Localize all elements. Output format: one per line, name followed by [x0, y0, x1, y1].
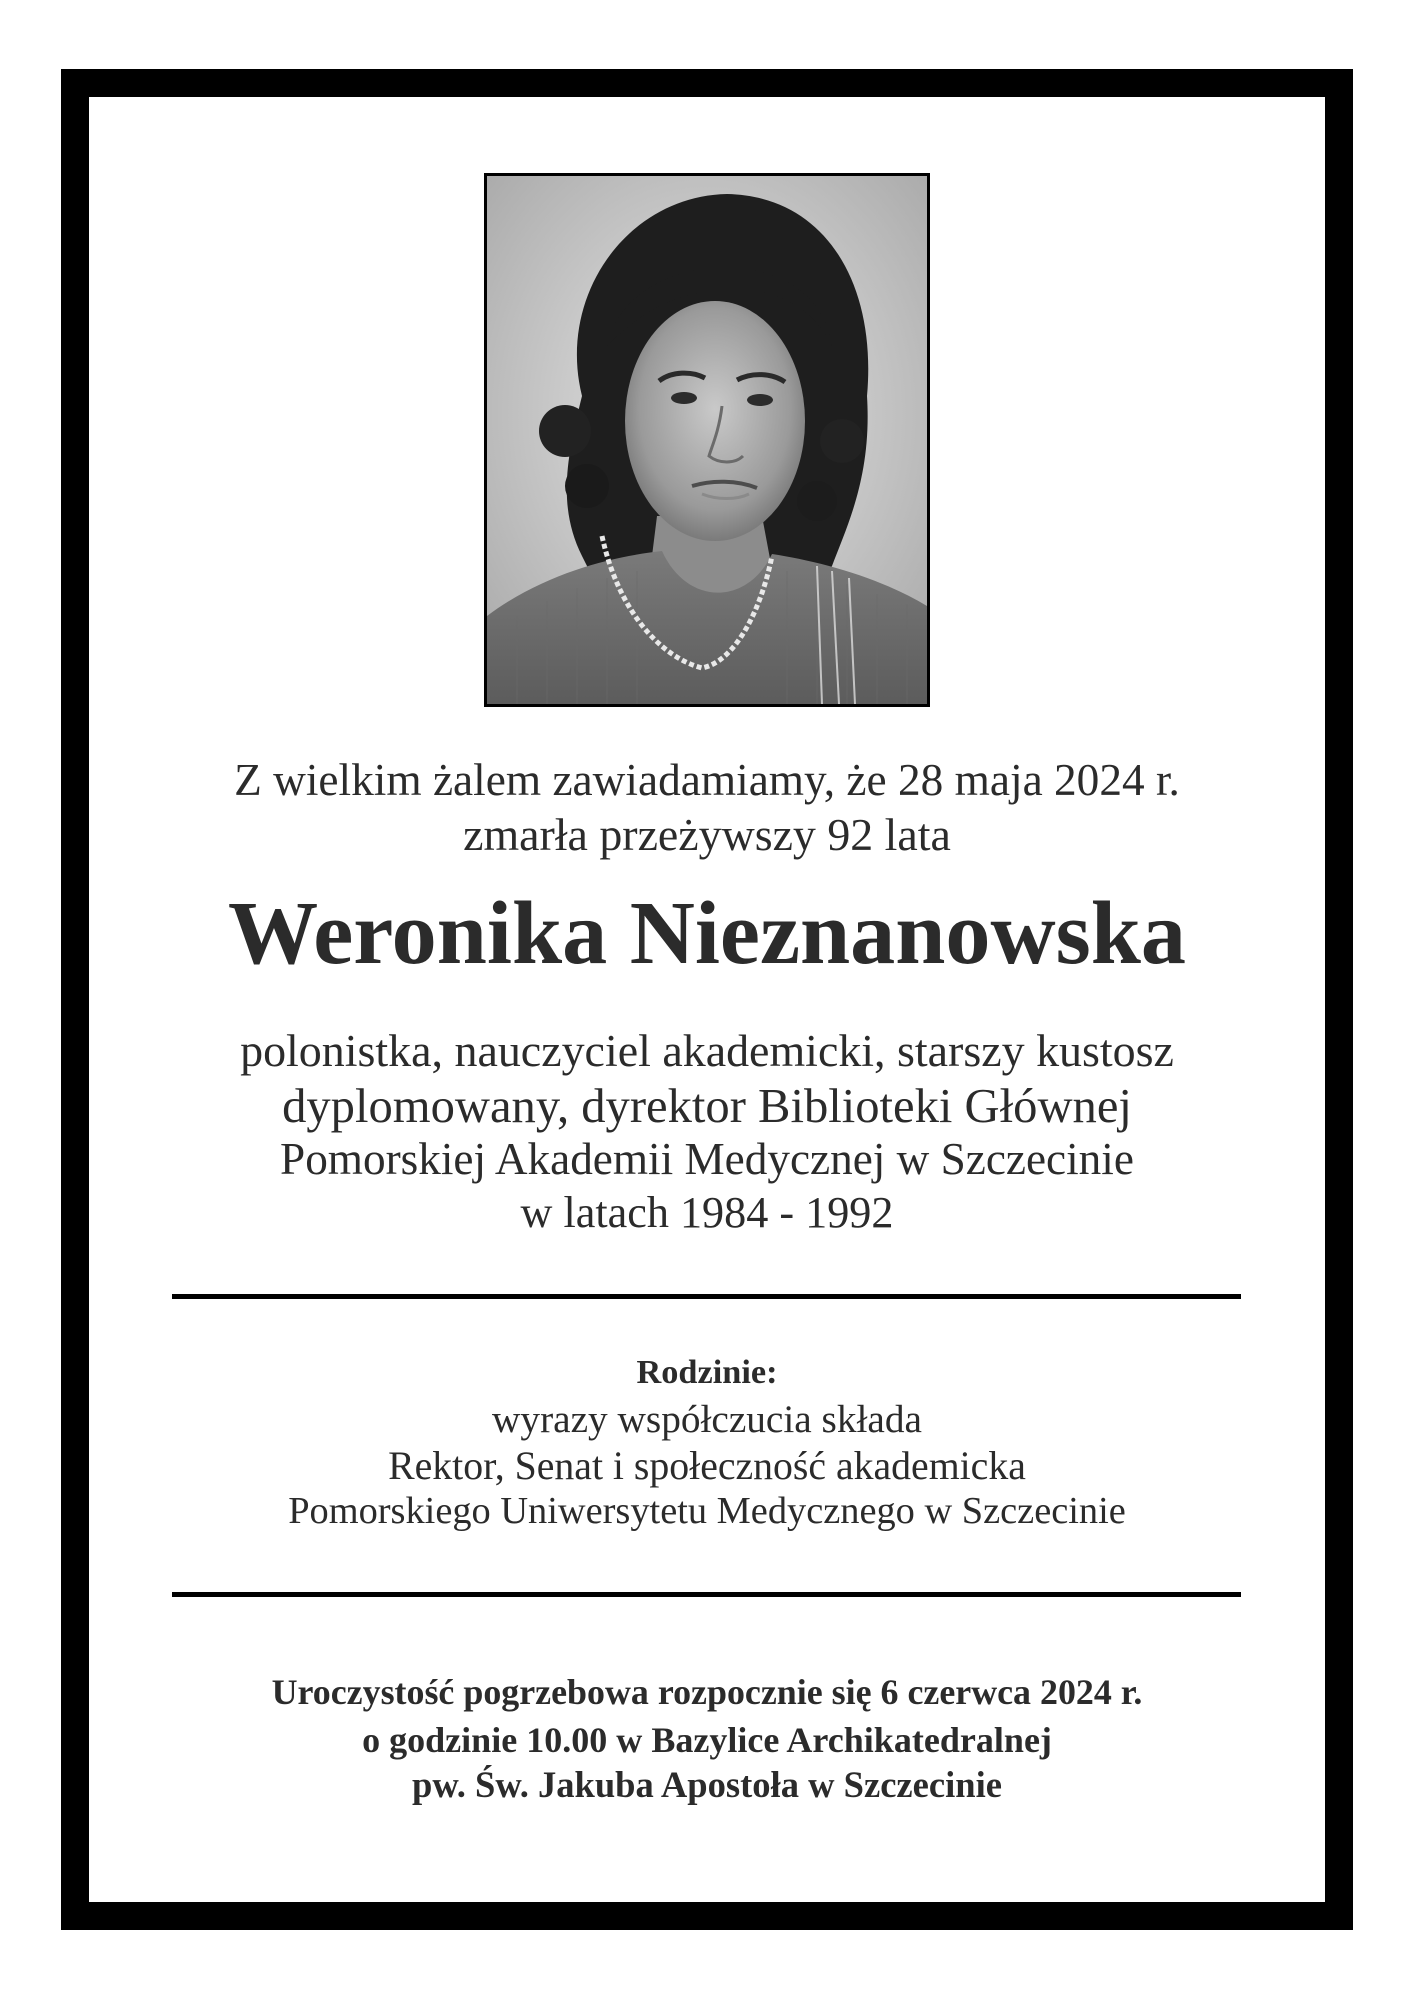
deceased-name: [0, 883, 1414, 983]
funeral-line-1: [0, 1672, 1414, 1712]
funeral-text-3: pw. Św. Jakuba Apostoła w Szczecinie: [412, 1764, 1002, 1805]
announcement-line-1: [0, 755, 1414, 805]
funeral-line-3: [0, 1764, 1414, 1805]
portrait-photo: [484, 173, 930, 707]
funeral-text-2: o godzinie 10.00 w Bazylice Archikatedralnej: [362, 1720, 1052, 1760]
condolences-text-1: wyrazy współczucia składa: [492, 1397, 922, 1441]
description-text-2: dyplomowany, dyrektor Biblioteki Głównej: [282, 1079, 1132, 1133]
funeral-line-2: [0, 1722, 1414, 1758]
description-text-4: w latach 1984 - 1992: [520, 1188, 894, 1237]
condolences-line-3: [0, 1492, 1414, 1530]
description-line-4: [0, 1188, 1414, 1237]
announcement-text-1: Z wielkim żalem zawiadamiamy, że 28 maja 2024 r.: [234, 755, 1180, 805]
condolences-line-1: [0, 1397, 1414, 1441]
description-line-1: [0, 1025, 1414, 1076]
funeral-text-1: Uroczystość pogrzebowa rozpocznie się 6 czerwca 2024 r.: [271, 1672, 1143, 1712]
description-line-2: [0, 1079, 1414, 1133]
condolences-heading: [0, 1355, 1414, 1389]
condolences-text-3: Pomorskiego Uniwersytetu Medycznego w Szczecinie: [288, 1490, 1126, 1532]
description-text-3: Pomorskiej Akademii Medycznej w Szczecinie: [280, 1134, 1134, 1184]
deceased-name-text: Weronika Nieznanowska: [228, 883, 1186, 983]
condolences-line-2: [0, 1444, 1414, 1488]
announcement-line-2: [0, 809, 1414, 860]
announcement-text-2: zmarła przeżywszy 92 lata: [463, 809, 951, 860]
description-line-3: [0, 1134, 1414, 1184]
divider-2: [172, 1592, 1241, 1597]
portrait-image: [487, 176, 927, 704]
condolences-heading-text: Rodzinie:: [636, 1353, 778, 1391]
condolences-text-2: Rektor, Senat i społeczność akademicka: [388, 1444, 1026, 1488]
description-text-1: polonistka, nauczyciel akademicki, starszy kustosz: [240, 1025, 1174, 1076]
divider-1: [172, 1294, 1241, 1299]
